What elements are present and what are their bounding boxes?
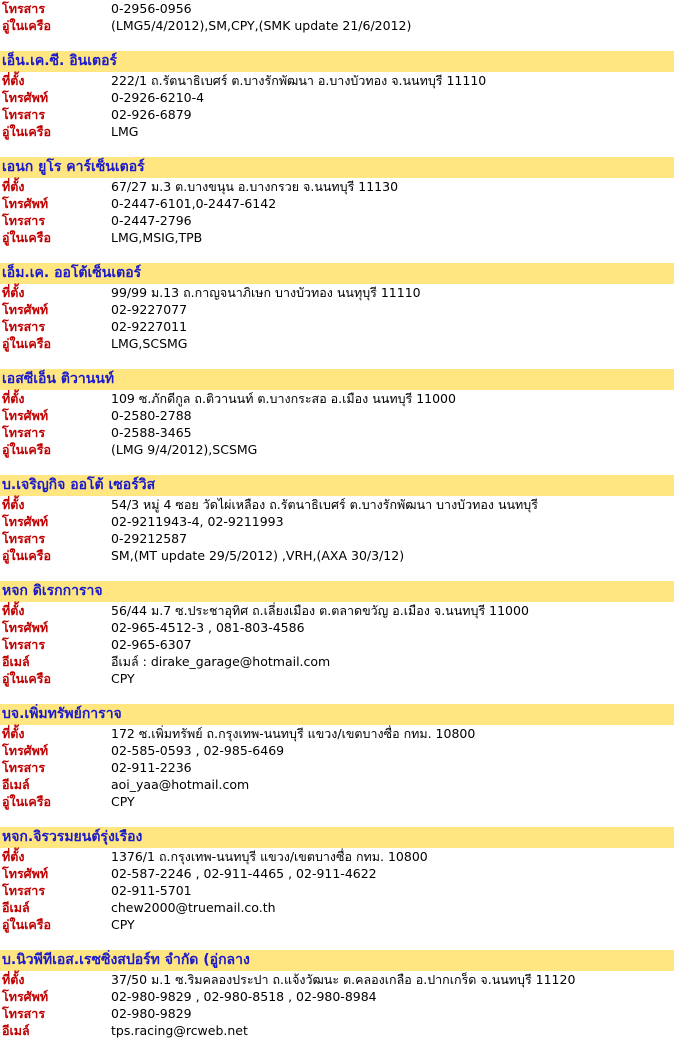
field-value: CPY <box>111 794 135 809</box>
field-value: 1376/1 ถ.กรุงเทพ-นนทบุรี แขวง/เขตบางซื่อ กทม. 10800 <box>111 849 428 864</box>
field-row-network <box>0 229 674 246</box>
field-row-address <box>0 390 674 407</box>
field-row-address <box>0 72 674 89</box>
field-value: SM,(MT update 29/5/2012) ,VRH,(AXA 30/3/12) <box>111 548 405 563</box>
field-row-email <box>0 653 674 670</box>
field-row-email <box>0 776 674 793</box>
field-row-phone <box>0 407 674 424</box>
field-label: อีเมล์ <box>2 654 30 669</box>
field-value: 0-29212587 <box>111 531 188 546</box>
email-link[interactable]: aoi_yaa@hotmail.com <box>111 777 250 792</box>
email-link[interactable]: อีเมล์ : dirake_garage@hotmail.com <box>111 654 331 669</box>
field-row-address <box>0 725 674 742</box>
field-row-phone <box>0 619 674 636</box>
field-row-fax <box>0 1005 674 1022</box>
field-label: โทรสาร <box>2 883 46 898</box>
field-value: LMG,MSIG,TPB <box>111 230 203 245</box>
field-value: 02-980-9829 , 02-980-8518 , 02-980-8984 <box>111 989 377 1004</box>
field-label: โทรสาร <box>2 760 46 775</box>
field-value: 02-965-4512-3 , 081-803-4586 <box>111 620 305 635</box>
garage-entry <box>0 950 674 1039</box>
garage-entry <box>0 369 674 458</box>
field-label: โทรศัพท์ <box>2 620 49 635</box>
garage-name: เอ็น.เค.ซี. อินเตอร์ <box>0 51 674 72</box>
field-row-address <box>0 848 674 865</box>
field-label: โทรศัพท์ <box>2 989 49 1004</box>
field-value: 02-926-6879 <box>111 107 192 122</box>
field-label: อีเมล์ <box>2 900 30 915</box>
field-value: 02-965-6307 <box>111 637 192 652</box>
field-value: (LMG 9/4/2012),SCSMG <box>111 442 258 457</box>
field-row-network <box>0 17 674 34</box>
field-value: 172 ซ.เพิ่มทรัพย์ ถ.กรุงเทพ-นนทบุรี แขวง/เขตบางซื่อ กทม. 10800 <box>111 726 476 741</box>
field-value: CPY <box>111 917 135 932</box>
field-row-phone <box>0 301 674 318</box>
field-row-phone <box>0 89 674 106</box>
field-label: โทรสาร <box>2 1006 46 1021</box>
field-row-fax <box>0 318 674 335</box>
field-row-phone <box>0 513 674 530</box>
field-row-network <box>0 916 674 933</box>
field-label: โทรศัพท์ <box>2 302 49 317</box>
garage-entry <box>0 581 674 687</box>
field-row-email <box>0 1022 674 1039</box>
field-label: โทรสาร <box>2 1 46 16</box>
field-label: อู่ในเครือ <box>2 548 52 563</box>
field-label: ที่ตั้ง <box>2 391 25 406</box>
garage-name: บ.เจริญกิจ ออโต้ เซอร์วิส <box>0 475 674 496</box>
field-label: อู่ในเครือ <box>2 671 52 686</box>
field-row-fax <box>0 882 674 899</box>
field-label: อู่ในเครือ <box>2 442 52 457</box>
field-row-network <box>0 441 674 458</box>
field-row-phone <box>0 195 674 212</box>
field-value: CPY <box>111 671 135 686</box>
field-row-address <box>0 178 674 195</box>
garage-name: เอนก ยูโร คาร์เซ็นเตอร์ <box>0 157 674 178</box>
field-row-address <box>0 602 674 619</box>
field-label: ที่ตั้ง <box>2 849 25 864</box>
field-value: 02-911-5701 <box>111 883 192 898</box>
garage-name: เอ็ม.เค. ออโต้เซ็นเตอร์ <box>0 263 674 284</box>
field-label: อีเมล์ <box>2 777 30 792</box>
field-row-phone <box>0 865 674 882</box>
field-label: อู่ในเครือ <box>2 336 52 351</box>
field-value: 0-2447-6101,0-2447-6142 <box>111 196 277 211</box>
field-value: 02-585-0593 , 02-985-6469 <box>111 743 285 758</box>
field-label: โทรสาร <box>2 107 46 122</box>
field-row-fax <box>0 212 674 229</box>
field-value: (LMG5/4/2012),SM,CPY,(SMK update 21/6/2012) <box>111 18 412 33</box>
field-label: โทรศัพท์ <box>2 743 49 758</box>
field-row-fax <box>0 759 674 776</box>
field-value: 109 ซ.ภักดีกูล ถ.ติวานนท์ ต.บางกระสอ อ.เมือง นนทบุรี 11000 <box>111 391 456 406</box>
field-value: 02-9211943-4, 02-9211993 <box>111 514 284 529</box>
field-value: 02-587-2246 , 02-911-4465 , 02-911-4622 <box>111 866 377 881</box>
field-row-network <box>0 670 674 687</box>
field-value: 56/44 ม.7 ซ.ประชาอุทิศ ถ.เลี่ยงเมือง ต.ตลาดขวัญ อ.เมือง จ.นนทบุรี 11000 <box>111 603 529 618</box>
field-label: โทรศัพท์ <box>2 866 49 881</box>
field-row-fax <box>0 0 674 17</box>
field-row-address <box>0 971 674 988</box>
field-value: 0-2447-2796 <box>111 213 192 228</box>
garage-entry <box>0 475 674 564</box>
email-link[interactable]: tps.racing@rcweb.net <box>111 1023 248 1038</box>
field-value: 02-9227011 <box>111 319 188 334</box>
field-label: โทรศัพท์ <box>2 408 49 423</box>
top-fragment <box>0 0 674 34</box>
field-label: ที่ตั้ง <box>2 726 25 741</box>
email-link[interactable]: chew2000@truemail.co.th <box>111 900 276 915</box>
garage-entry <box>0 704 674 810</box>
field-label: ที่ตั้ง <box>2 497 25 512</box>
field-label: ที่ตั้ง <box>2 73 25 88</box>
field-value: 02-9227077 <box>111 302 188 317</box>
garage-name: เอสซีเอ็น ติวานนท์ <box>0 369 674 390</box>
garage-entry <box>0 157 674 246</box>
field-value: 222/1 ถ.รัตนาธิเบศร์ ต.บางรักพัฒนา อ.บางบัวทอง จ.นนทบุรี 11110 <box>111 73 487 88</box>
field-label: อู่ในเครือ <box>2 18 52 33</box>
field-value: 67/27 ม.3 ต.บางขนุน อ.บางกรวย จ.นนทบุรี 11130 <box>111 179 399 194</box>
field-row-network <box>0 335 674 352</box>
field-row-phone <box>0 988 674 1005</box>
garage-name: หจก ดิเรกการาจ <box>0 581 674 602</box>
field-row-fax <box>0 636 674 653</box>
field-label: โทรสาร <box>2 319 46 334</box>
field-label: อีเมล์ <box>2 1023 30 1038</box>
field-row-fax <box>0 106 674 123</box>
field-value: 0-2580-2788 <box>111 408 192 423</box>
field-row-phone <box>0 742 674 759</box>
field-value: LMG,SCSMG <box>111 336 188 351</box>
field-label: โทรศัพท์ <box>2 90 49 105</box>
field-value: 54/3 หมู่ 4 ซอย วัดไผ่เหลือง ถ.รัตนาธิเบศร์ ต.บางรักพัฒนา บางบัวทอง นนทบุรี <box>111 497 538 512</box>
field-label: อู่ในเครือ <box>2 124 52 139</box>
field-label: โทรสาร <box>2 637 46 652</box>
garage-name: บ.นิวพีทีเอส.เรซซิ่งสปอร์ท จำกัด (อู่กลาง <box>0 950 674 971</box>
field-label: โทรศัพท์ <box>2 514 49 529</box>
field-row-address <box>0 496 674 513</box>
field-row-email <box>0 899 674 916</box>
field-row-fax <box>0 424 674 441</box>
field-label: ที่ตั้ง <box>2 179 25 194</box>
garage-entry <box>0 827 674 933</box>
field-label: ที่ตั้ง <box>2 285 25 300</box>
field-label: อู่ในเครือ <box>2 917 52 932</box>
field-value: 0-2956-0956 <box>111 1 192 16</box>
field-value: 02-911-2236 <box>111 760 192 775</box>
garage-name: หจก.จิรวรมยนต์รุ่งเรือง <box>0 827 674 848</box>
garage-name: บจ.เพิ่มทรัพย์การาจ <box>0 704 674 725</box>
field-row-network <box>0 123 674 140</box>
field-label: โทรสาร <box>2 213 46 228</box>
field-row-fax <box>0 530 674 547</box>
field-value: LMG <box>111 124 139 139</box>
field-label: ที่ตั้ง <box>2 603 25 618</box>
field-label: โทรศัพท์ <box>2 196 49 211</box>
field-label: โทรสาร <box>2 425 46 440</box>
field-label: ที่ตั้ง <box>2 972 25 987</box>
field-row-network <box>0 793 674 810</box>
field-label: โทรสาร <box>2 531 46 546</box>
field-value: 02-980-9829 <box>111 1006 192 1021</box>
field-label: อู่ในเครือ <box>2 230 52 245</box>
field-row-network <box>0 547 674 564</box>
field-label: อู่ในเครือ <box>2 794 52 809</box>
field-value: 37/50 ม.1 ซ.ริมคลองประปา ถ.แจ้งวัฒนะ ต.คลองเกลือ อ.ปากเกร็ด จ.นนทบุรี 11120 <box>111 972 576 987</box>
field-value: 0-2926-6210-4 <box>111 90 205 105</box>
garage-entry <box>0 263 674 352</box>
field-row-address <box>0 284 674 301</box>
field-value: 0-2588-3465 <box>111 425 192 440</box>
garage-entry <box>0 51 674 140</box>
field-value: 99/99 ม.13 ถ.กาญจนาภิเษก บางบัวทอง นนทุบุรี 11110 <box>111 285 421 300</box>
